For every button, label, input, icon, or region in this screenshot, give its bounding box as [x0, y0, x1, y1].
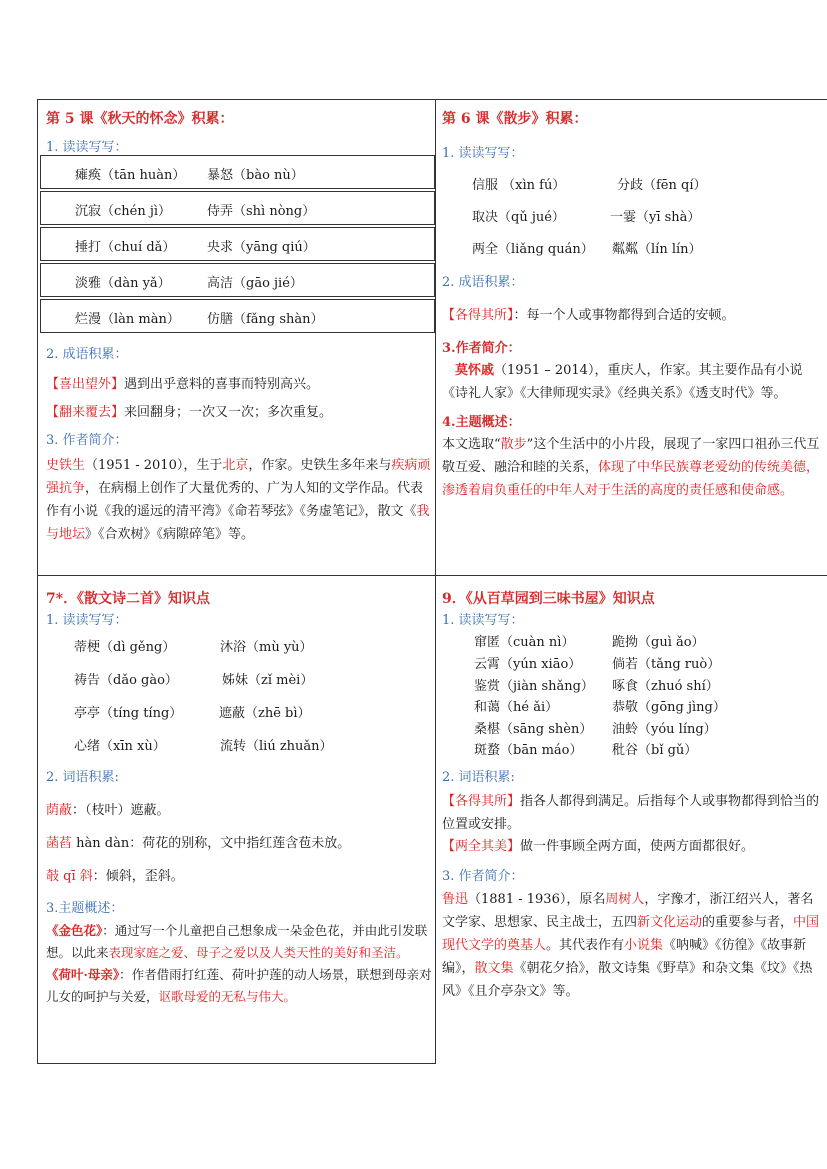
essay-collection: 散文集 — [474, 961, 514, 976]
idiom-definition: 来回翻身；一次又一次；多次重复。 — [124, 405, 333, 420]
theme-highlight: 讴歌母爱的无私与伟大。 — [158, 989, 297, 1004]
word: 信服 （xìn fú） — [472, 178, 566, 193]
idiom-definition: 指各人都得到满足。后指每个人或事物都得到恰当的位置或安排。 — [442, 794, 820, 832]
idiom-term: 【喜出望外】 — [46, 377, 125, 392]
lesson-7-panel — [38, 576, 435, 1063]
word: 啄食（zhuó shí） — [612, 679, 719, 694]
vocab-definition: ：（枝叶）遮蔽。 — [72, 803, 170, 818]
theme-summary — [442, 433, 826, 502]
theme-highlight: 体现了中华民族尊老爱幼的传统美德，渗透着肩负重任的中年人对于生活的高度的责任感和使命感。 — [442, 460, 820, 498]
lesson-7-theme-label: 3.主题概述： — [46, 901, 124, 916]
vocab-entry — [46, 832, 350, 851]
idiom-term: 【各得其所】 — [442, 794, 521, 809]
bio-text: （1881 - 1936），原名 — [468, 892, 606, 907]
word: 仿膳（fǎng shàn） — [207, 312, 324, 327]
idiom-entry — [46, 373, 319, 392]
idiom-term: 【翻来覆去】 — [46, 405, 125, 420]
word: 油蛉（yóu líng） — [612, 722, 717, 737]
word: 祷告（dǎo gào） — [74, 673, 178, 688]
idiom-entry — [46, 401, 332, 420]
word-row — [40, 191, 435, 225]
word: 窜匿（cuàn nì） — [474, 635, 575, 650]
birthplace: 北京 — [222, 458, 249, 473]
bio-text: ，作家。史铁生多年来与 — [248, 458, 392, 473]
vocab-definition: ：倾斜，歪斜。 — [92, 869, 184, 884]
idiom-definition: 做一件事顾全两方面，使两方面都很好。 — [520, 839, 755, 854]
word-row — [40, 263, 435, 297]
word: 捶打（chuí dǎ） — [75, 240, 176, 255]
lesson-9-author-label: 3. 作者简介： — [442, 869, 524, 884]
lesson-5-title: 第 5 课《秋天的怀念》积累： — [46, 111, 234, 127]
word: 暴怒（bào nù） — [207, 168, 304, 183]
word: 分歧（fēn qí） — [617, 178, 707, 193]
work-title: 我与地坛 — [46, 504, 430, 542]
knowledge-sheet — [37, 99, 827, 1064]
vocab-term: 荫蔽 — [46, 803, 73, 818]
bio-text: 。其代表作有 — [546, 938, 625, 953]
word: 云霄（yún xiāo） — [474, 657, 582, 672]
theme-keyword: 散步 — [500, 437, 527, 452]
bio-text: 《呐喊》《彷徨》《故事新编》， — [442, 938, 807, 976]
word: 斑蝥（bān máo） — [474, 743, 583, 758]
author-bio — [442, 888, 826, 1003]
lesson-5-author-label: 3. 作者简介： — [46, 433, 128, 448]
word: 遮蔽（zhē bì） — [219, 706, 311, 721]
word: 恭敬（gōng jìng） — [612, 700, 726, 715]
lesson-7-read-label: 1. 读读写写： — [46, 613, 128, 628]
lesson-6-idiom-label: 2. 成语积累： — [442, 275, 524, 290]
author-name: 鲁迅 — [442, 892, 469, 907]
theme-highlight: 表现家庭之爱、母子之爱以及人类天性的美好和圣洁。 — [108, 945, 409, 960]
word: 两全（liǎng quán） — [472, 242, 594, 257]
lesson-9-vocab-label: 2. 词语积累: — [442, 770, 515, 785]
bottom-border — [37, 1063, 435, 1064]
word: 跪拗（guì ǎo） — [612, 635, 705, 650]
theme-text: ”这个生活中的小片段，展现了一家四口祖孙三代互敬互爱、融洽和睦的关系， — [442, 437, 820, 475]
author-bio — [46, 454, 434, 546]
word: 瘫痪（tān huàn） — [75, 168, 186, 183]
word: 央求（yāng qiú） — [207, 240, 316, 255]
idiom-term: 【各得其所】 — [442, 308, 514, 323]
word-row — [40, 155, 435, 189]
idiom-entry — [442, 790, 826, 836]
word: 粼粼（lín lín） — [612, 242, 702, 257]
bio-text: （1951 – 2014），重庆人，作家。其主要作品有小说《诗礼人家》《大律师现实录》《经典关系》《透支时代》等。 — [442, 363, 803, 401]
bio-text: （1951 - 2010），生于 — [85, 458, 223, 473]
poem-title: 《荷叶·母亲》 — [46, 967, 120, 982]
word: 心绪（xīn xù） — [74, 739, 166, 754]
novel-collection: 小说集 — [624, 938, 664, 953]
word: 桑椹（sāng shèn） — [474, 722, 593, 737]
poem-title: 《金色花》 — [46, 923, 103, 938]
word: 倘若（tǎng ruò） — [612, 657, 721, 672]
idiom-term: 【两全其美】 — [442, 839, 521, 854]
author-bio — [442, 359, 826, 405]
word: 侍弄（shì nòng） — [207, 204, 316, 219]
lesson-9-title: 9．《从百草园到三味书屋》知识点 — [442, 591, 655, 607]
lesson-6-theme-label: 4.主题概述： — [442, 415, 521, 430]
bio-text: 的重要参与者， — [702, 915, 794, 930]
vocab-entry — [46, 865, 184, 884]
lesson-5-idiom-label: 2. 成语积累： — [46, 347, 128, 362]
word: 和蔼（hé ǎi） — [474, 700, 559, 715]
word: 烂漫（làn màn） — [75, 312, 180, 327]
idiom-definition: ：每一个人或事物都得到合适的安顿。 — [513, 308, 735, 323]
movement: 新文化运动 — [637, 915, 703, 930]
idiom-entry — [442, 835, 826, 858]
word-row — [40, 299, 435, 333]
lesson-5-read-label: 1. 读读写写： — [46, 140, 128, 155]
lesson-6-author-label: 3.作者简介： — [442, 341, 521, 356]
word: 淡雅（dàn yǎ） — [75, 276, 171, 291]
theme-text: 本文选取“ — [442, 437, 501, 452]
lesson-7-title: 7*．《散文诗二首》知识点 — [46, 591, 211, 607]
word-row — [40, 227, 435, 261]
word: 流转（liú zhuǎn） — [220, 739, 333, 754]
vocab-entry — [46, 799, 170, 818]
founder-title: 中国现代文学的奠基人 — [442, 915, 820, 953]
theme-text: ：通过写一个儿童把自己想象成一朵金色花，并由此引发联想。以此来 — [46, 923, 428, 960]
word: 姊妹（zǐ mèi） — [222, 673, 314, 688]
lesson-7-vocab-label: 2. 词语积累: — [46, 770, 119, 785]
word: 鉴赏（jiàn shǎng） — [474, 679, 594, 694]
theme-summary — [46, 964, 434, 1008]
lesson-6-title: 第 6 课《散步》积累： — [442, 111, 588, 127]
theme-summary — [46, 920, 434, 964]
word: 一霎（yī shà） — [610, 210, 701, 225]
lesson-9-read-label: 1. 读读写写： — [442, 613, 524, 628]
word: 秕谷（bǐ gǔ） — [612, 743, 698, 758]
word: 蒂梗（dì gěng） — [74, 640, 176, 655]
author-name: 史铁生 — [46, 458, 86, 473]
lesson-6-panel — [436, 100, 827, 575]
lesson-5-panel — [38, 100, 435, 575]
word: 高洁（gāo jié） — [207, 276, 303, 291]
bio-text: 》《合欢树》《病隙碎笔》等。 — [85, 527, 255, 542]
vocab-definition: hàn dàn：荷花的别称，文中指红莲含苞未放。 — [72, 836, 351, 851]
bio-text: ，字豫才，浙江绍兴人，著名文学家、思想家、民主战士，五四 — [442, 892, 814, 930]
bio-text: 《朝花夕拾》，散文诗集《野草》和杂文集《坟》《热风》《且介亭杂文》等。 — [442, 961, 813, 999]
idiom-entry — [442, 304, 735, 323]
lesson-9-panel — [436, 576, 827, 1064]
original-name: 周树人 — [605, 892, 645, 907]
idiom-definition: 遇到出乎意料的喜事而特别高兴。 — [124, 377, 320, 392]
word: 沐浴（mù yù） — [220, 640, 313, 655]
author-name: 莫怀戚 — [455, 363, 495, 378]
vocab-term: 攲 qī 斜 — [46, 869, 93, 884]
vocab-term: 菡萏 — [46, 836, 73, 851]
word: 亭亭（tíng tíng） — [74, 706, 183, 721]
word: 沉寂（chén jì） — [75, 204, 172, 219]
bio-highlight: 疾病顽强抗争 — [46, 458, 431, 496]
word: 取决（qǔ jué） — [472, 210, 565, 225]
bio-text: ，在病榻上创作了大量优秀的、广为人知的文学作品。代表作有小说《我的遥远的清平湾》《命若琴弦》《务虚笔记》，散文《 — [46, 481, 424, 519]
lesson-6-read-label: 1. 读读写写： — [442, 146, 524, 161]
theme-text: ：作者借雨打红莲、荷叶护莲的动人场景，联想到母亲对儿女的呵护与关爱， — [46, 967, 432, 1004]
